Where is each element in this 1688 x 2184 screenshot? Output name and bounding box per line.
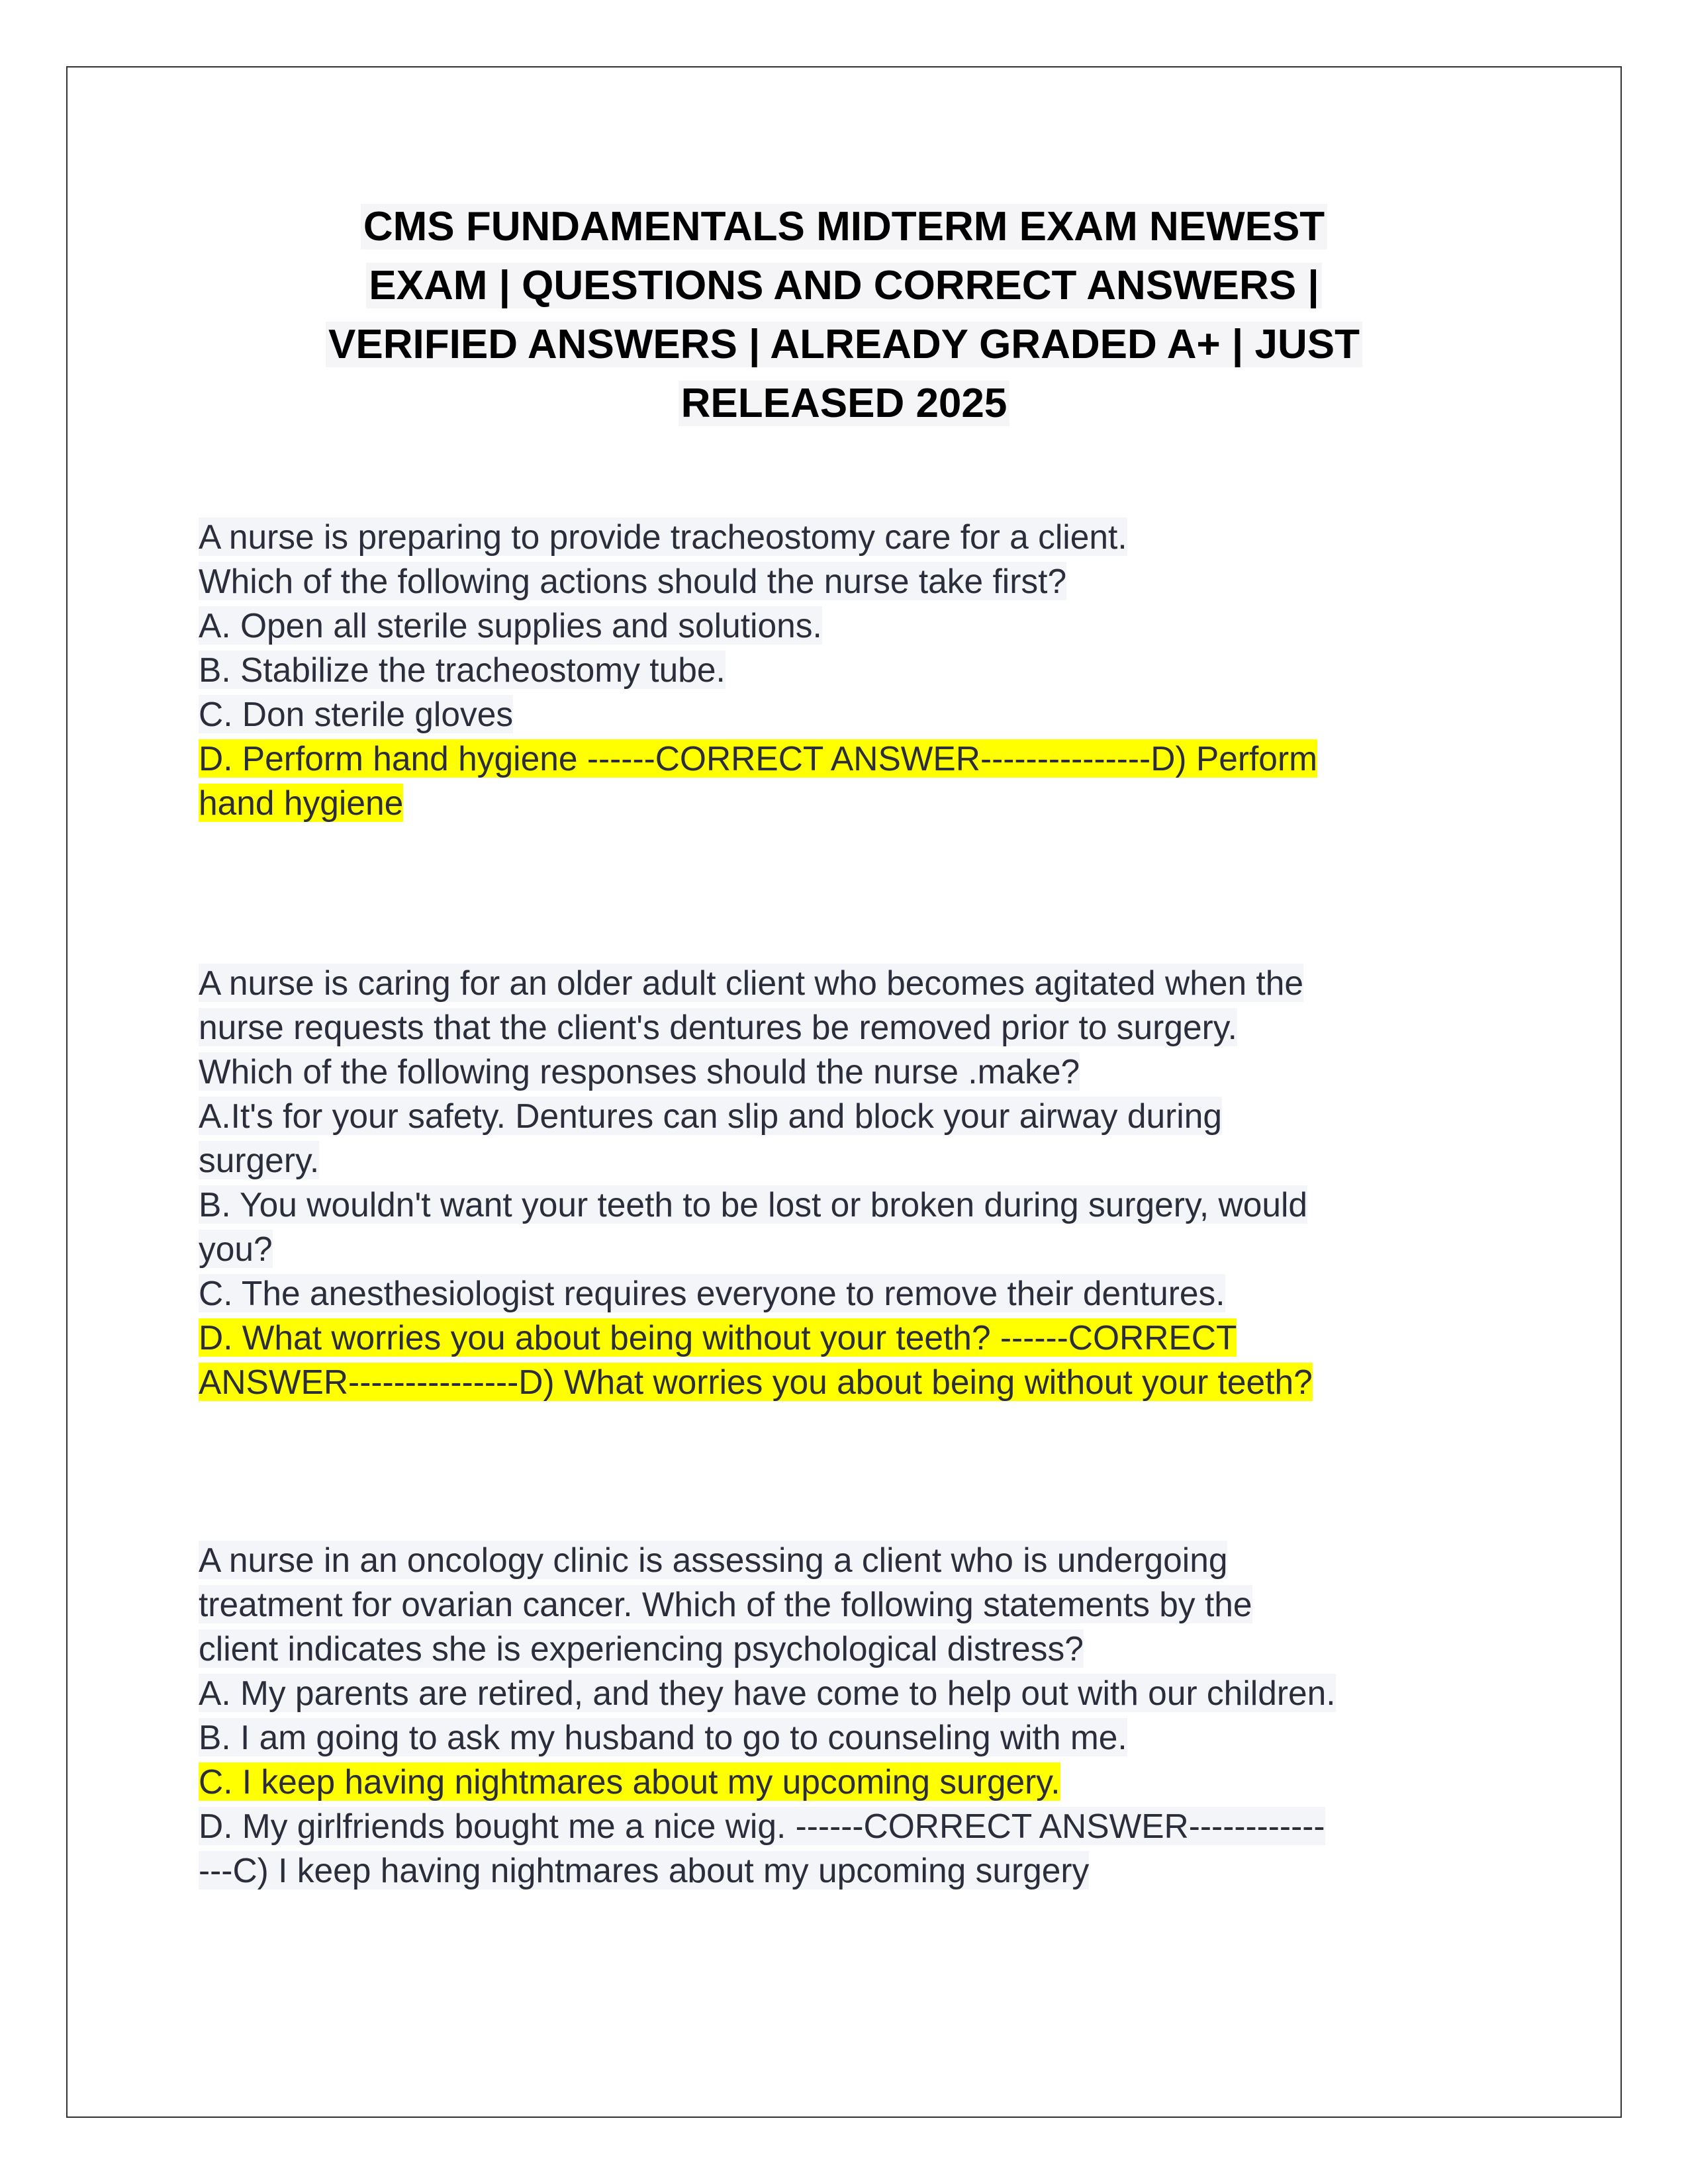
question-2-option-b: B. You wouldn't want your teeth to be lost or broken during surgery, would (199, 1185, 1308, 1224)
question-2-option-a: A.It's for your safety. Dentures can slip and block your airway during (199, 1097, 1223, 1135)
question-1-correct-answer: D. Perform hand hygiene ------CORRECT ANSWER---------------D) Perform (199, 739, 1317, 778)
question-2-stem-line: A nurse is caring for an older adult client who becomes agitated when the (199, 964, 1304, 1002)
title-line: CMS FUNDAMENTALS MIDTERM EXAM NEWEST (205, 197, 1483, 256)
question-1-option-a: A. Open all sterile supplies and solutions. (199, 606, 822, 645)
question-3-option-d-with-answer: D. My girlfriends bought me a nice wig. ------CORRECT ANSWER------------ (199, 1807, 1325, 1845)
question-3-stem-line: client indicates she is experiencing psychological distress? (199, 1629, 1084, 1668)
question-3-stem-line: A nurse in an oncology clinic is assessing a client who is undergoing (199, 1541, 1228, 1579)
question-3-option-a: A. My parents are retired, and they have come to help out with our children. (199, 1674, 1336, 1712)
question-2-correct-answer: D. What worries you about being without your teeth? ------CORRECT (199, 1318, 1237, 1357)
question-1-option-b: B. Stabilize the tracheostomy tube. (199, 651, 726, 689)
question-3-option-c-highlighted: C. I keep having nightmares about my upcoming surgery. (199, 1762, 1060, 1801)
question-2-correct-answer: ANSWER---------------D) What worries you about being without your teeth? (199, 1363, 1313, 1401)
question-3-stem-line: treatment for ovarian cancer. Which of the following statements by the (199, 1585, 1252, 1623)
question-3-option-b: B. I am going to ask my husband to go to counseling with me. (199, 1718, 1127, 1756)
title-line: EXAM | QUESTIONS AND CORRECT ANSWERS | (205, 256, 1483, 315)
question-1-stem-line: Which of the following actions should the nurse take first? (199, 562, 1067, 600)
question-3-correct-answer: ---C) I keep having nightmares about my upcoming surgery (199, 1851, 1090, 1889)
title-line: VERIFIED ANSWERS | ALREADY GRADED A+ | JUST (205, 315, 1483, 374)
question-2-stem-line: nurse requests that the client's dentures be removed prior to surgery. (199, 1008, 1237, 1046)
question-2 (199, 961, 1496, 1404)
question-1 (199, 515, 1496, 825)
question-2-option-c: C. The anesthesiologist requires everyone to remove their dentures. (199, 1274, 1225, 1312)
question-2-stem-line: Which of the following responses should the nurse .make? (199, 1052, 1080, 1091)
question-2-option-a: surgery. (199, 1141, 320, 1179)
question-1-stem-line: A nurse is preparing to provide tracheostomy care for a client. (199, 518, 1127, 556)
question-2-option-b: you? (199, 1230, 273, 1268)
question-1-correct-answer: hand hygiene (199, 784, 404, 822)
document-title (205, 197, 1483, 433)
question-1-option-c: C. Don sterile gloves (199, 695, 514, 733)
title-line: RELEASED 2025 (205, 374, 1483, 433)
question-3 (199, 1538, 1496, 1893)
